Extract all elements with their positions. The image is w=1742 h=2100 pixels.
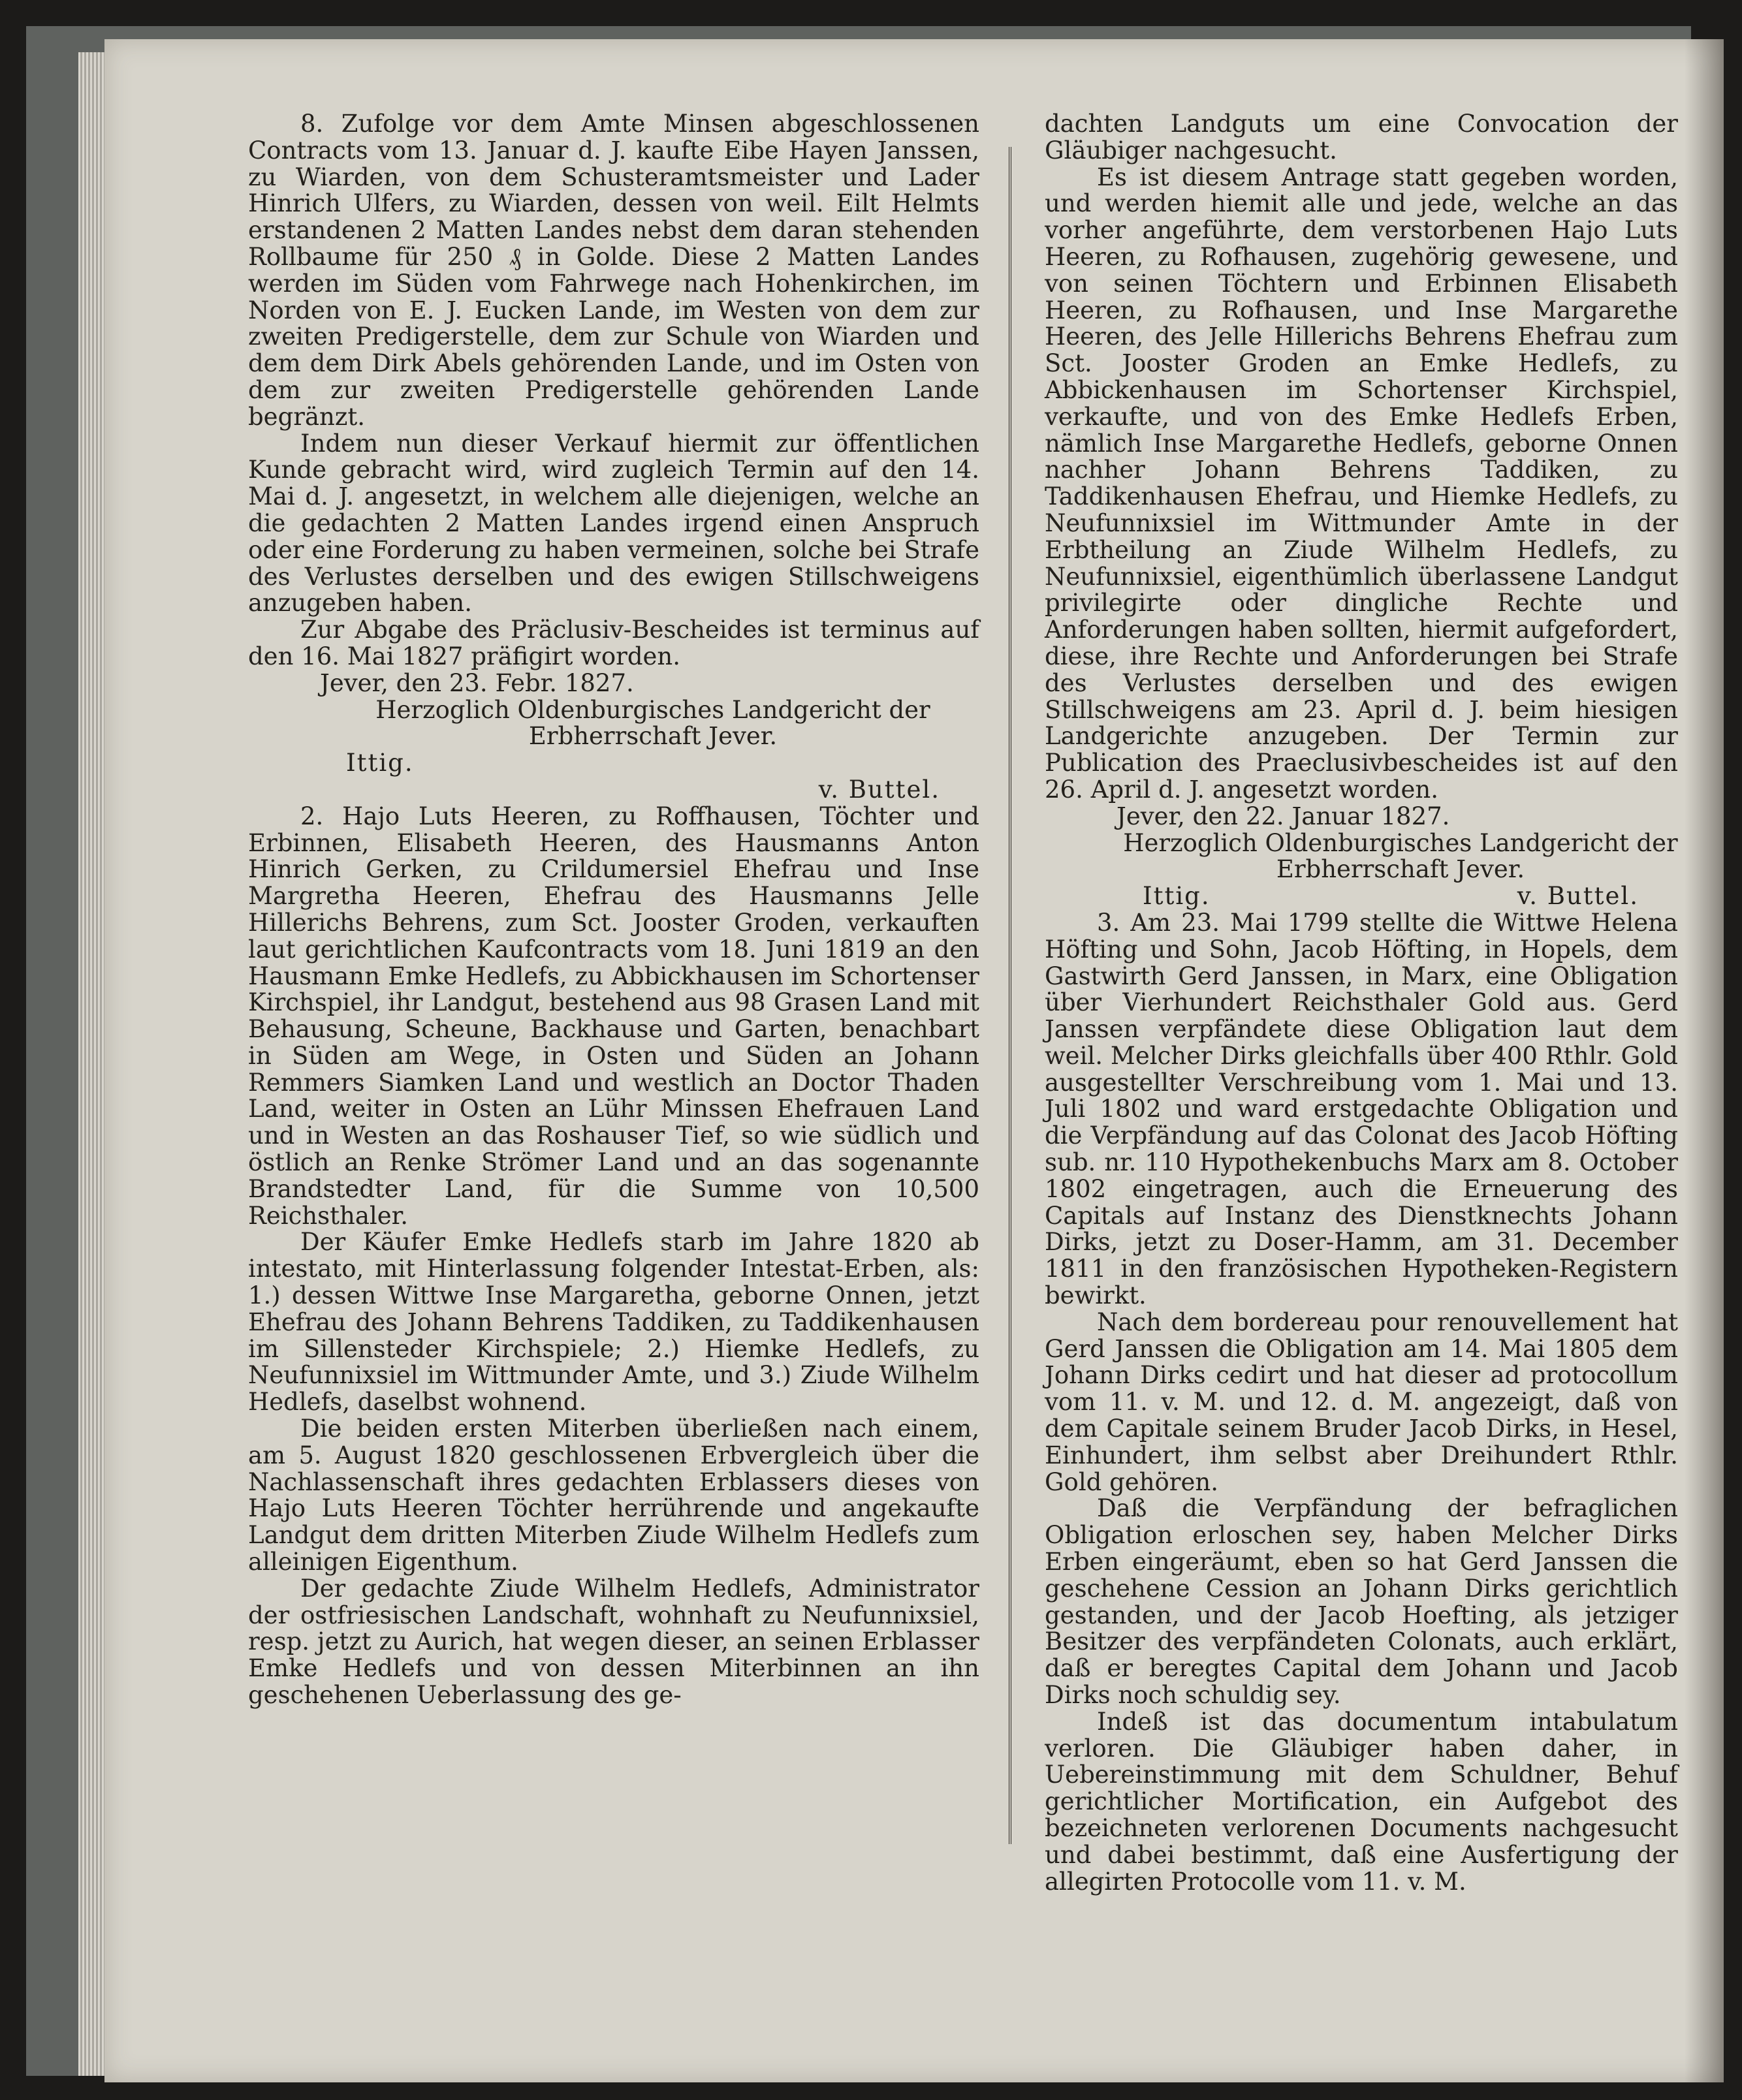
notice-8-signature-right (248, 777, 979, 804)
column-divider (1009, 147, 1011, 1844)
notice-2-signatures (1045, 883, 1678, 910)
notice-2-court: Herzoglich Oldenburgisches Landgericht der Erbherrschaft Jever. (1123, 828, 1678, 884)
notice-2-heirs: Der Käufer Emke Hedlefs starb im Jahre 1820 ab intestato, mit Hinterlassung folgender Intestat-Erben, als: 1.) dessen Wittwe Inse Margaretha, geborne Onnen, jetzt Ehefrau des Johann Behrens Taddiken, zu Taddikenhausen im Sillensteder Kirchspiele; 2.) Hiemke Hedlefs, zu Neufunnixsiel im Wittmunder Amte, und 3.) Ziude Wilhelm Hedlefs, daselbst wohnend. (248, 1228, 979, 1417)
notice-2-petition: Der gedachte Ziude Wilhelm Hedlefs, Administrator der ostfriesischen Landschaft, wohnhaft zu Neufunnixsiel, resp. jetzt zu Aurich, hat wegen dieser, an seinen Erblasser Emke Hedlefs und von dessen Miterbinnen an ihn geschehenen Ueberlassung des ge- (248, 1574, 979, 1710)
notice-3-lost-document: Indeß ist das documentum intabulatum verloren. Die Gläubiger haben daher, in Uebereinstimmung mit dem Schuldner, Behuf gerichtlicher Mortification, ein Aufgebot des bezeichneten verlorenen Documents nachgesucht und dabei bestimmt, daß eine Ausfertigung der allegirten Protocolle vom 11. v. M. (1045, 1707, 1678, 1896)
signature-buttel: v. Buttel. (818, 775, 940, 804)
signature-ittig: Ittig. (1143, 882, 1211, 911)
page-binding-shadow (1685, 39, 1724, 2082)
notice-8-court: Herzoglich Oldenburgisches Landgericht der Erbherrschaft Jever. (375, 695, 930, 751)
notice-3-bordereau: Nach dem bordereau pour renouvellement hat Gerd Janssen die Obligation am 14. Mai 1805 dem Johann Dirks cedirt und hat dieser ad protocollum vom 11. v. M. und 12. d. M. angezeigt, daß von dem Capitale seinem Bruder Jacob Dirks, in Hesel, Einhundert, ihm selbst aber Dreihundert Rthlr. Gold gehören. (1045, 1308, 1678, 1496)
notice-2-dateline: Jever, den 22. Januar 1827. (1116, 802, 1450, 830)
signature-buttel: v. Buttel. (1517, 882, 1639, 911)
notice-2-continuation: dachten Landguts um eine Convocation der Gläubiger nachgesucht. (1045, 110, 1678, 165)
notice-3-cession: Daß die Verpfändung der befraglichen Obligation erloschen sey, haben Melcher Dirks Erben eingeräumt, eben so hat Gerd Janssen die geschehene Cession an Johann Dirks gerichtlich gestanden, und der Jacob Hoefting, als jetziger Besitzer des verpfändeten Colonats, auch erklärt, daß er beregtes Capital dem Johann und Jacob Dirks noch schuldig sey. (1045, 1494, 1678, 1710)
notice-8-deadline: Zur Abgabe des Präclusiv-Bescheides ist terminus auf den 16. Mai 1827 präfigirt worden. (248, 616, 979, 670)
right-column (1045, 111, 1678, 1895)
notice-3-paragraph: 3. Am 23. Mai 1799 stellte die Wittwe Helena Höfting und Sohn, Jacob Höfting, in Hopels, dem Gastwirth Gerd Janssen, in Marx, eine Obligation über Vierhundert Reichsthaler Gold aus. Gerd Janssen verpfändete diese Obligation laut dem weil. Melcher Dirks gleichfalls über 400 Rthlr. Gold ausgestellter Verschreibung vom 1. Mai und 13. Juli 1802 und ward erstgedachte Obligation und die Verpfändung auf das Colonat des Jacob Höfting sub. nr. 110 Hypothekenbuchs Marx am 8. October 1802 eingetragen, auch die Erneuerung des Capitals auf Instanz des Dienstknechts Johann Dirks, jetzt zu Doser-Hamm, am 31. December 1811 in den französischen Hypotheken-Registern bewirkt. (1045, 908, 1678, 1310)
signature-ittig: Ittig. (346, 749, 414, 777)
notice-8-paragraph: 8. Zufolge vor dem Amte Minsen abgeschlossenen Contracts vom 13. Januar d. J. kaufte Eibe Hayen Janssen, zu Wiarden, von dem Schusteramtsmeister und Lader Hinrich Ulfers, zu Wiarden, dessen von weil. Eilt Helmts erstandenen 2 Matten Landes nebst dem daran stehenden Rollbaume für 250 ₰ in Golde. Diese 2 Matten Landes werden im Süden vom Fahrwege nach Hohenkirchen, im Norden von E. J. Eucken Lande, im Westen von dem zur zweiten Predigerstelle, dem zur Schule von Wiarden und dem dem Dirk Abels gehörenden Lande, und im Osten von dem zur zweiten Predigerstelle gehörenden Lande begränzt. (248, 110, 979, 431)
notice-8-summons: Indem nun dieser Verkauf hiermit zur öffentlichen Kunde gebracht wird, wird zugleich Termin auf den 14. Mai d. J. angesetzt, in welchem alle diejenigen, welche an die gedachten 2 Matten Landes irgend einen Anspruch oder eine Forderung zu haben vermeinen, solche bei Strafe des Verlustes derselben und des ewigen Stillschweigens anzugeben haben. (248, 429, 979, 618)
left-column (248, 111, 979, 1709)
notice-8-dateline: Jever, den 23. Febr. 1827. (320, 668, 634, 697)
notice-2-summons: Es ist diesem Antrage statt gegeben worden, und werden hiemit alle und jede, welche an das vorher angeführte, dem verstorbenen Hajo Luts Heeren, zu Rofhausen, zugehörig gewesene, und von seinen Töchtern und Erbinnen Elisabeth Heeren, zu Rofhausen, und Inse Margarethe Heeren, des Jelle Hillerichs Behrens Ehefrau zum Sct. Jooster Groden an Emke Hedlefs, zu Abbickenhausen im Schortenser Kirchspiel, verkaufte, und von des Emke Hedlefs Erben, nämlich Inse Margarethe Hedlefs, geborne Onnen nachher Johann Behrens Taddiken, zu Taddikenhausen Ehefrau, und Hiemke Hedlefs, zu Neufunnixsiel im Wittmunder Amte in der Erbtheilung an Ziude Wilhelm Hedlefs, zu Neufunnixsiel, eigenthümlich überlassene Landgut privilegirte oder dingliche Rechte und Anforderungen haben sollten, hiermit aufgefordert, diese, ihre Rechte und Anforderungen bei Strafe des Verlustes derselben und des ewigen Stillschweigens am 23. April d. J. beim hiesigen Landgerichte anzugeben. Der Termin zur Publication des Praeclusivbescheides ist auf den 26. April d. J. angesetzt worden. (1045, 163, 1678, 804)
notice-2-paragraph: 2. Hajo Luts Heeren, zu Roffhausen, Töchter und Erbinnen, Elisabeth Heeren, des Hausmanns Anton Hinrich Gerken, zu Crildumersiel Ehefrau und Inse Margretha Heeren, Ehefrau des Hausmanns Jelle Hillerichs Behrens, zum Sct. Jooster Groden, verkauften laut gerichtlichen Kaufcontracts vom 18. Juni 1819 an den Hausmann Emke Hedlefs, zu Abbickhausen im Schortenser Kirchspiel, ihr Landgut, bestehend aus 98 Grasen Land mit Behausung, Scheune, Backhause und Garten, benachbart in Süden am Wege, in Osten und Süden an Johann Remmers Siamken Land und westlich an Doctor Thaden Land, weiter in Osten an Lühr Minssen Ehefrauen Land und in Westen an das Roshauser Tief, so wie südlich und östlich an Renke Strömer Land und an das sogenannte Brandstedter Land, für die Summe von 10,500 Reichsthaler. (248, 802, 979, 1230)
notice-8-signature-left (248, 750, 979, 777)
notice-2-settlement: Die beiden ersten Miterben überließen nach einem, am 5. August 1820 geschlossenen Erbvergleich über die Nachlassenschaft ihres gedachten Erblassers dieses von Hajo Luts Heeren Töchter herrührende und angekaufte Landgut dem dritten Miterben Ziude Wilhelm Hedlefs zum alleinigen Eigenthum. (248, 1415, 979, 1576)
